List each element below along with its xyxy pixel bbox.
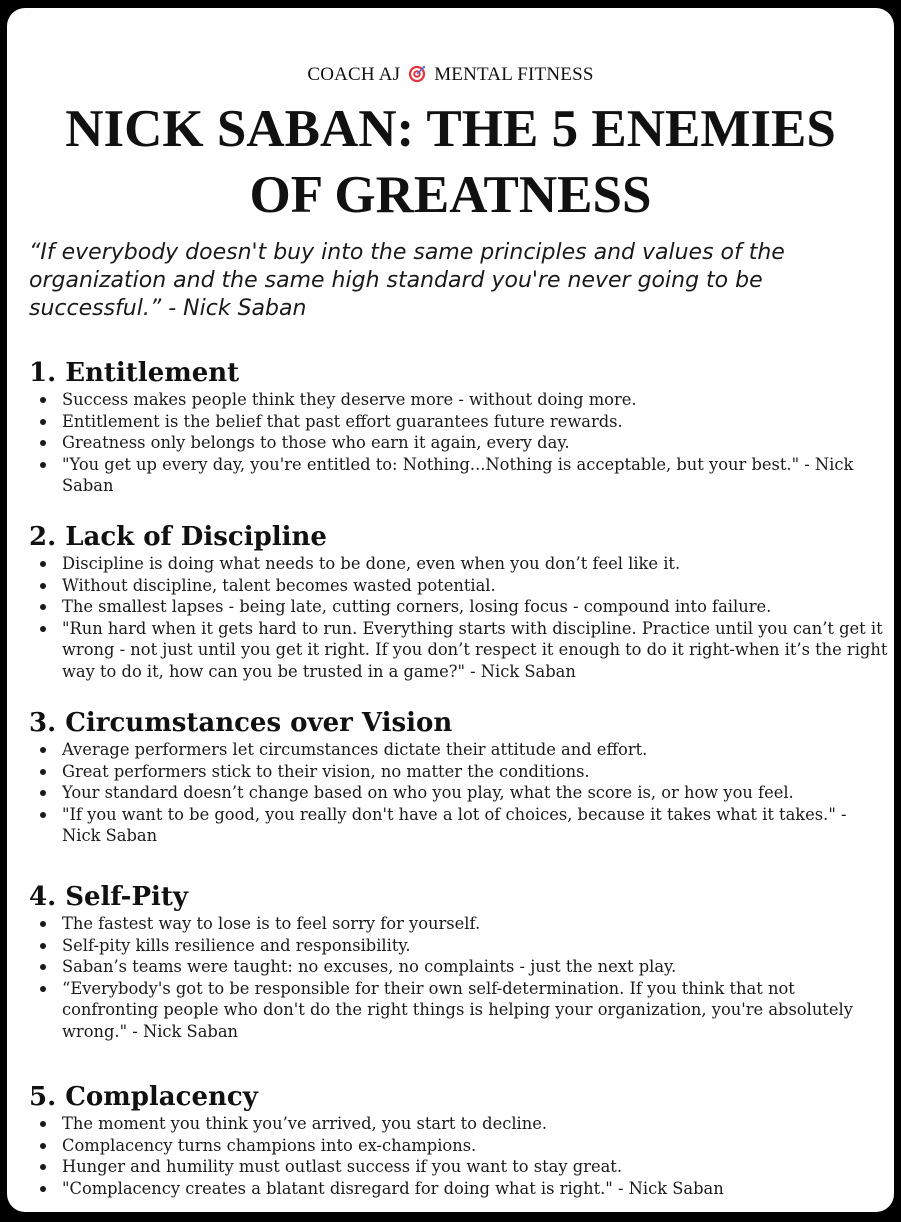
- bullet-text: The moment you think you’ve arrived, you start to decline.: [62, 1114, 548, 1133]
- list-item: [29, 596, 889, 618]
- bullet-icon: [40, 440, 46, 446]
- bullet-icon: [40, 1143, 46, 1149]
- section-entitlement: [29, 357, 889, 497]
- bullet-text: Success makes people think they deserve more - without doing more.: [62, 390, 637, 409]
- bullet-text: Great performers stick to their vision, no matter the conditions.: [62, 761, 590, 781]
- bullet-list: [29, 913, 889, 1042]
- bullet-list: [29, 1113, 889, 1199]
- title-line-2: OF GREATNESS: [249, 166, 652, 224]
- bullet-list: [29, 739, 889, 847]
- bullet-text: The smallest lapses - being late, cutting corners, losing focus - compound into failure.: [62, 597, 772, 616]
- bullet-icon: [40, 462, 46, 468]
- brand-name: COACH AJ: [307, 64, 401, 85]
- list-item: [29, 935, 889, 957]
- bullet-list: [29, 553, 889, 682]
- list-item: [29, 804, 889, 847]
- list-item: [29, 553, 889, 575]
- list-item: [29, 432, 889, 454]
- title-line-1: NICK SABAN: THE 5 ENEMIES: [65, 100, 836, 158]
- bullet-text: “Everybody's got to be responsible for their own self-determination. If you think that not confronting people who don't do the right things is helping your organization, you're absolutely wrong." - Nick Saban: [62, 978, 853, 1041]
- list-item: [29, 978, 889, 1043]
- list-item: [29, 454, 889, 497]
- bullet-icon: [40, 1186, 46, 1192]
- list-item: [29, 782, 889, 804]
- bullet-icon: [40, 964, 46, 970]
- list-item: [29, 739, 889, 761]
- list-item: [29, 1156, 889, 1178]
- bullet-list: [29, 389, 889, 497]
- bullet-icon: [40, 986, 46, 992]
- list-item: [29, 761, 889, 783]
- bullet-icon: [40, 921, 46, 927]
- bullet-text: Average performers let circumstances dictate their attitude and effort.: [62, 740, 648, 759]
- intro-quote: “If everybody doesn't buy into the same principles and values of the organization and the same high standard you're never going to be successful.” - Nick Saban: [29, 240, 785, 321]
- section-lack-of-discipline: [29, 521, 889, 682]
- bullet-text: Without discipline, talent becomes wasted potential.: [62, 575, 496, 595]
- section-heading: 5. Complacency: [29, 1082, 258, 1112]
- bullet-text: "You get up every day, you're entitled to: Nothing...Nothing is acceptable, but your best." - Nick Saban: [62, 454, 854, 495]
- section-self-pity: [29, 881, 889, 1042]
- bullet-icon: [40, 626, 46, 632]
- bullet-text: Your standard doesn’t change based on who you play, what the score is, or how you feel.: [62, 783, 794, 802]
- bullet-text: "Run hard when it gets hard to run. Everything starts with discipline. Practice until you can’t get it wrong - not just until you get it right. If you don’t respect it enough to do it right-when it’s the right way to do it, how can you be trusted in a game?" - Nick Saban: [62, 618, 888, 681]
- bullet-icon: [40, 1164, 46, 1170]
- brand-tagline: MENTAL FITNESS: [434, 64, 594, 85]
- brand-line: [7, 64, 894, 86]
- bullet-text: The fastest way to lose is to feel sorry for yourself.: [62, 914, 481, 933]
- section-heading: 2. Lack of Discipline: [29, 522, 327, 552]
- bullet-text: Complacency turns champions into ex-champions.: [62, 1135, 477, 1155]
- bullet-icon: [40, 769, 46, 775]
- bullet-text: "Complacency creates a blatant disregard for doing what is right." - Nick Saban: [62, 1178, 724, 1198]
- bullet-icon: [40, 747, 46, 753]
- section-heading: 1. Entitlement: [29, 358, 240, 388]
- bullet-icon: [40, 419, 46, 425]
- bullet-icon: [40, 583, 46, 589]
- list-item: [29, 956, 889, 978]
- list-item: [29, 913, 889, 935]
- bullet-text: Saban’s teams were taught: no excuses, no complaints - just the next play.: [62, 957, 677, 976]
- target-icon: [408, 65, 426, 83]
- document-card: [7, 8, 894, 1212]
- bullet-text: "If you want to be good, you really don't have a lot of choices, because it takes what it takes." - Nick Saban: [62, 804, 847, 845]
- section-circumstances-over-vision: [29, 707, 889, 847]
- list-item: [29, 1113, 889, 1135]
- bullet-text: Entitlement is the belief that past effort guarantees future rewards.: [62, 411, 623, 431]
- bullet-icon: [40, 604, 46, 610]
- bullet-icon: [40, 561, 46, 567]
- list-item: [29, 1135, 889, 1157]
- bullet-icon: [40, 943, 46, 949]
- bullet-icon: [40, 397, 46, 403]
- bullet-text: Hunger and humility must outlast success if you want to stay great.: [62, 1157, 623, 1176]
- bullet-icon: [40, 790, 46, 796]
- section-heading: 4. Self-Pity: [29, 882, 188, 912]
- list-item: [29, 1178, 889, 1200]
- bullet-icon: [40, 812, 46, 818]
- bullet-icon: [40, 1121, 46, 1127]
- section-heading: 3. Circumstances over Vision: [29, 708, 453, 738]
- list-item: [29, 575, 889, 597]
- list-item: [29, 411, 889, 433]
- page-title: [7, 96, 894, 228]
- bullet-text: Greatness only belongs to those who earn it again, every day.: [62, 433, 570, 452]
- list-item: [29, 618, 889, 683]
- bullet-text: Self-pity kills resilience and responsibility.: [62, 935, 411, 955]
- list-item: [29, 389, 889, 411]
- bullet-text: Discipline is doing what needs to be done, even when you don’t feel like it.: [62, 554, 681, 573]
- section-complacency: [29, 1081, 889, 1199]
